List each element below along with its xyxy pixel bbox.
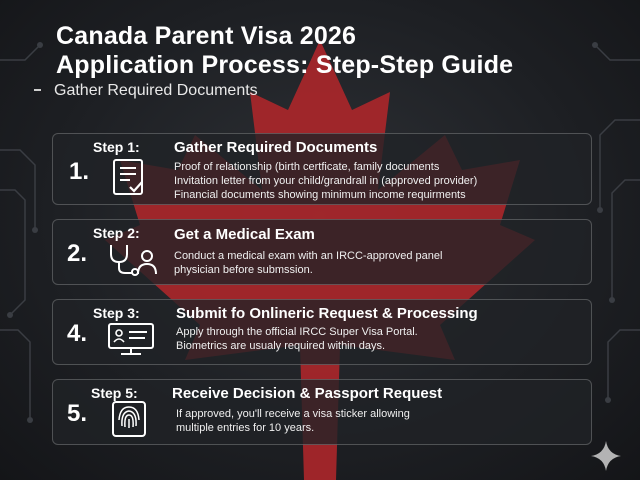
step-3-label: Step 3: [93,305,140,321]
step-1-line-2: Invitation letter from your child/grandrall in (approved provider) [174,175,478,187]
step-card-4 [52,379,592,445]
step-card-3 [52,299,592,365]
step-2-title: Get a Medical Exam [174,226,315,243]
step-5-line-1: If approved, you'll receive a visa sticker allowing [176,408,410,420]
step-1-description [174,160,477,202]
step-3-line-1: Apply through the official IRCC Super Visa Portal. [176,326,418,338]
computer-portal-icon [107,322,155,361]
step-card-1 [52,133,592,205]
step-1-title: Gather Required Documents [174,139,378,156]
sparkle-icon [590,440,622,472]
step-5-description [176,407,410,435]
step-2-line-1: Conduct a medical exam with an IRCC-approved panel [174,250,443,262]
step-5-line-2: multiple entries for 10 years. [176,422,315,434]
step-2-label: Step 2: [93,225,140,241]
page-title [56,22,513,80]
step-3-title: Submit fo Onlineric Request & Processing [176,305,478,322]
step-3-line-2: Biometrics are usualy required within days. [176,340,386,352]
subtitle-dash [34,89,41,91]
page-subtitle: Gather Required Documents [54,82,258,99]
step-2-line-2: physician before submssion. [174,264,313,276]
step-1-number: 1. [69,158,90,185]
step-3-description [176,325,418,353]
title-line-1: Canada Parent Visa 2026 [56,22,357,50]
step-2-description [174,249,442,277]
step-2-number: 2. [67,240,88,267]
document-checklist-icon [111,158,147,203]
step-1-label: Step 1: [93,139,140,155]
step-1-line-1: Proof of relationship (birth certficate, family documents [174,161,440,173]
step-5-title: Receive Decision & Passport Request [172,385,443,402]
stethoscope-doctor-icon [107,242,157,281]
step-card-2 [52,219,592,285]
fingerprint-icon [111,400,147,443]
title-line-2: Application Process: Step-Step Guide [56,51,514,79]
step-5-label: Step 5: [91,385,138,401]
step-5-number: 5. [67,400,88,427]
step-3-number: 4. [67,320,88,347]
step-1-line-3: Financial documents showing minimum income requirments [174,189,466,201]
